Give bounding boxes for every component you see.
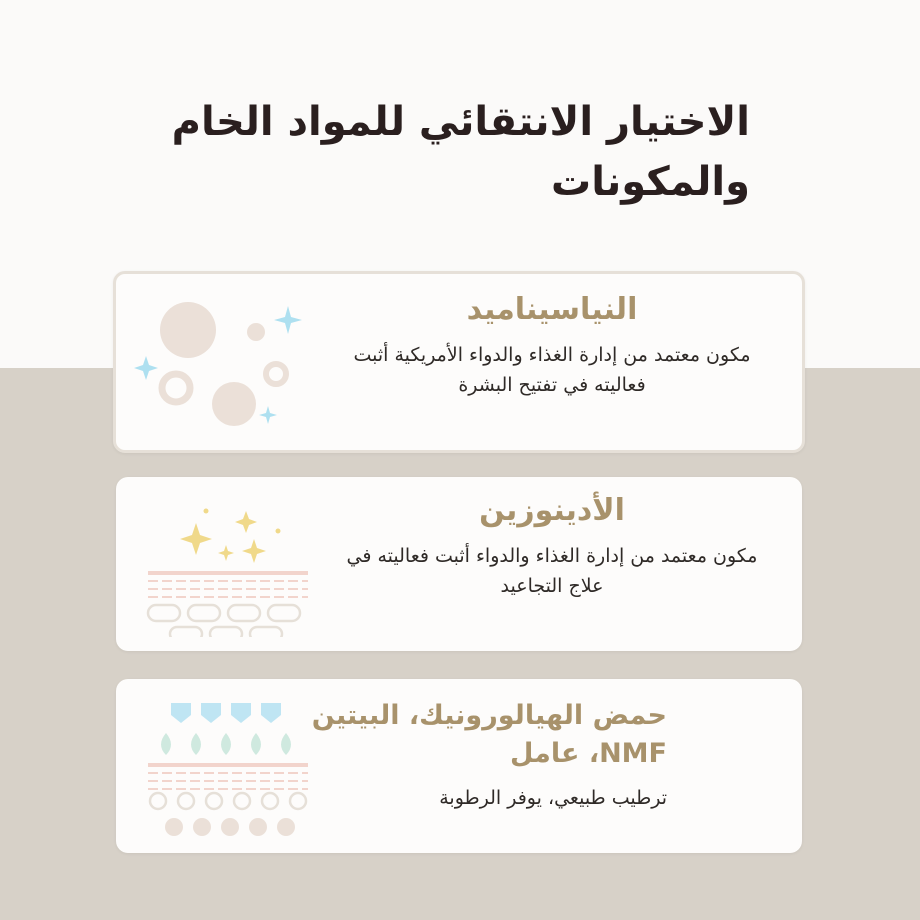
ingredient-description: مكون معتمد من إدارة الغذاء والدواء الأمريكية أثبت فعاليته في تفتيح البشرة (353, 344, 751, 396)
ingredient-card-hyaluronic (116, 679, 802, 853)
ingredient-description: مكون معتمد من إدارة الغذاء والدواء أثبت فعاليته في علاج التجاعيد (346, 545, 758, 597)
page-title: الاختيار الانتقائي للمواد الخام والمكونات (171, 99, 750, 205)
ingredient-name: الأدينوزين (479, 493, 625, 528)
ingredient-name: حمض الهيالورونيك، البيتين NMF، عامل (311, 700, 667, 769)
ingredient-card-niacinamide (113, 271, 805, 453)
ingredient-name: النياسيناميد (466, 292, 638, 327)
ingredient-description: ترطيب طبيعي، يوفر الرطوبة (439, 787, 667, 809)
pigment-dots-sparkle-illustration (126, 284, 316, 434)
skin-layers-sparkle-illustration (126, 487, 316, 637)
ingredient-card-adenosine (116, 477, 802, 651)
